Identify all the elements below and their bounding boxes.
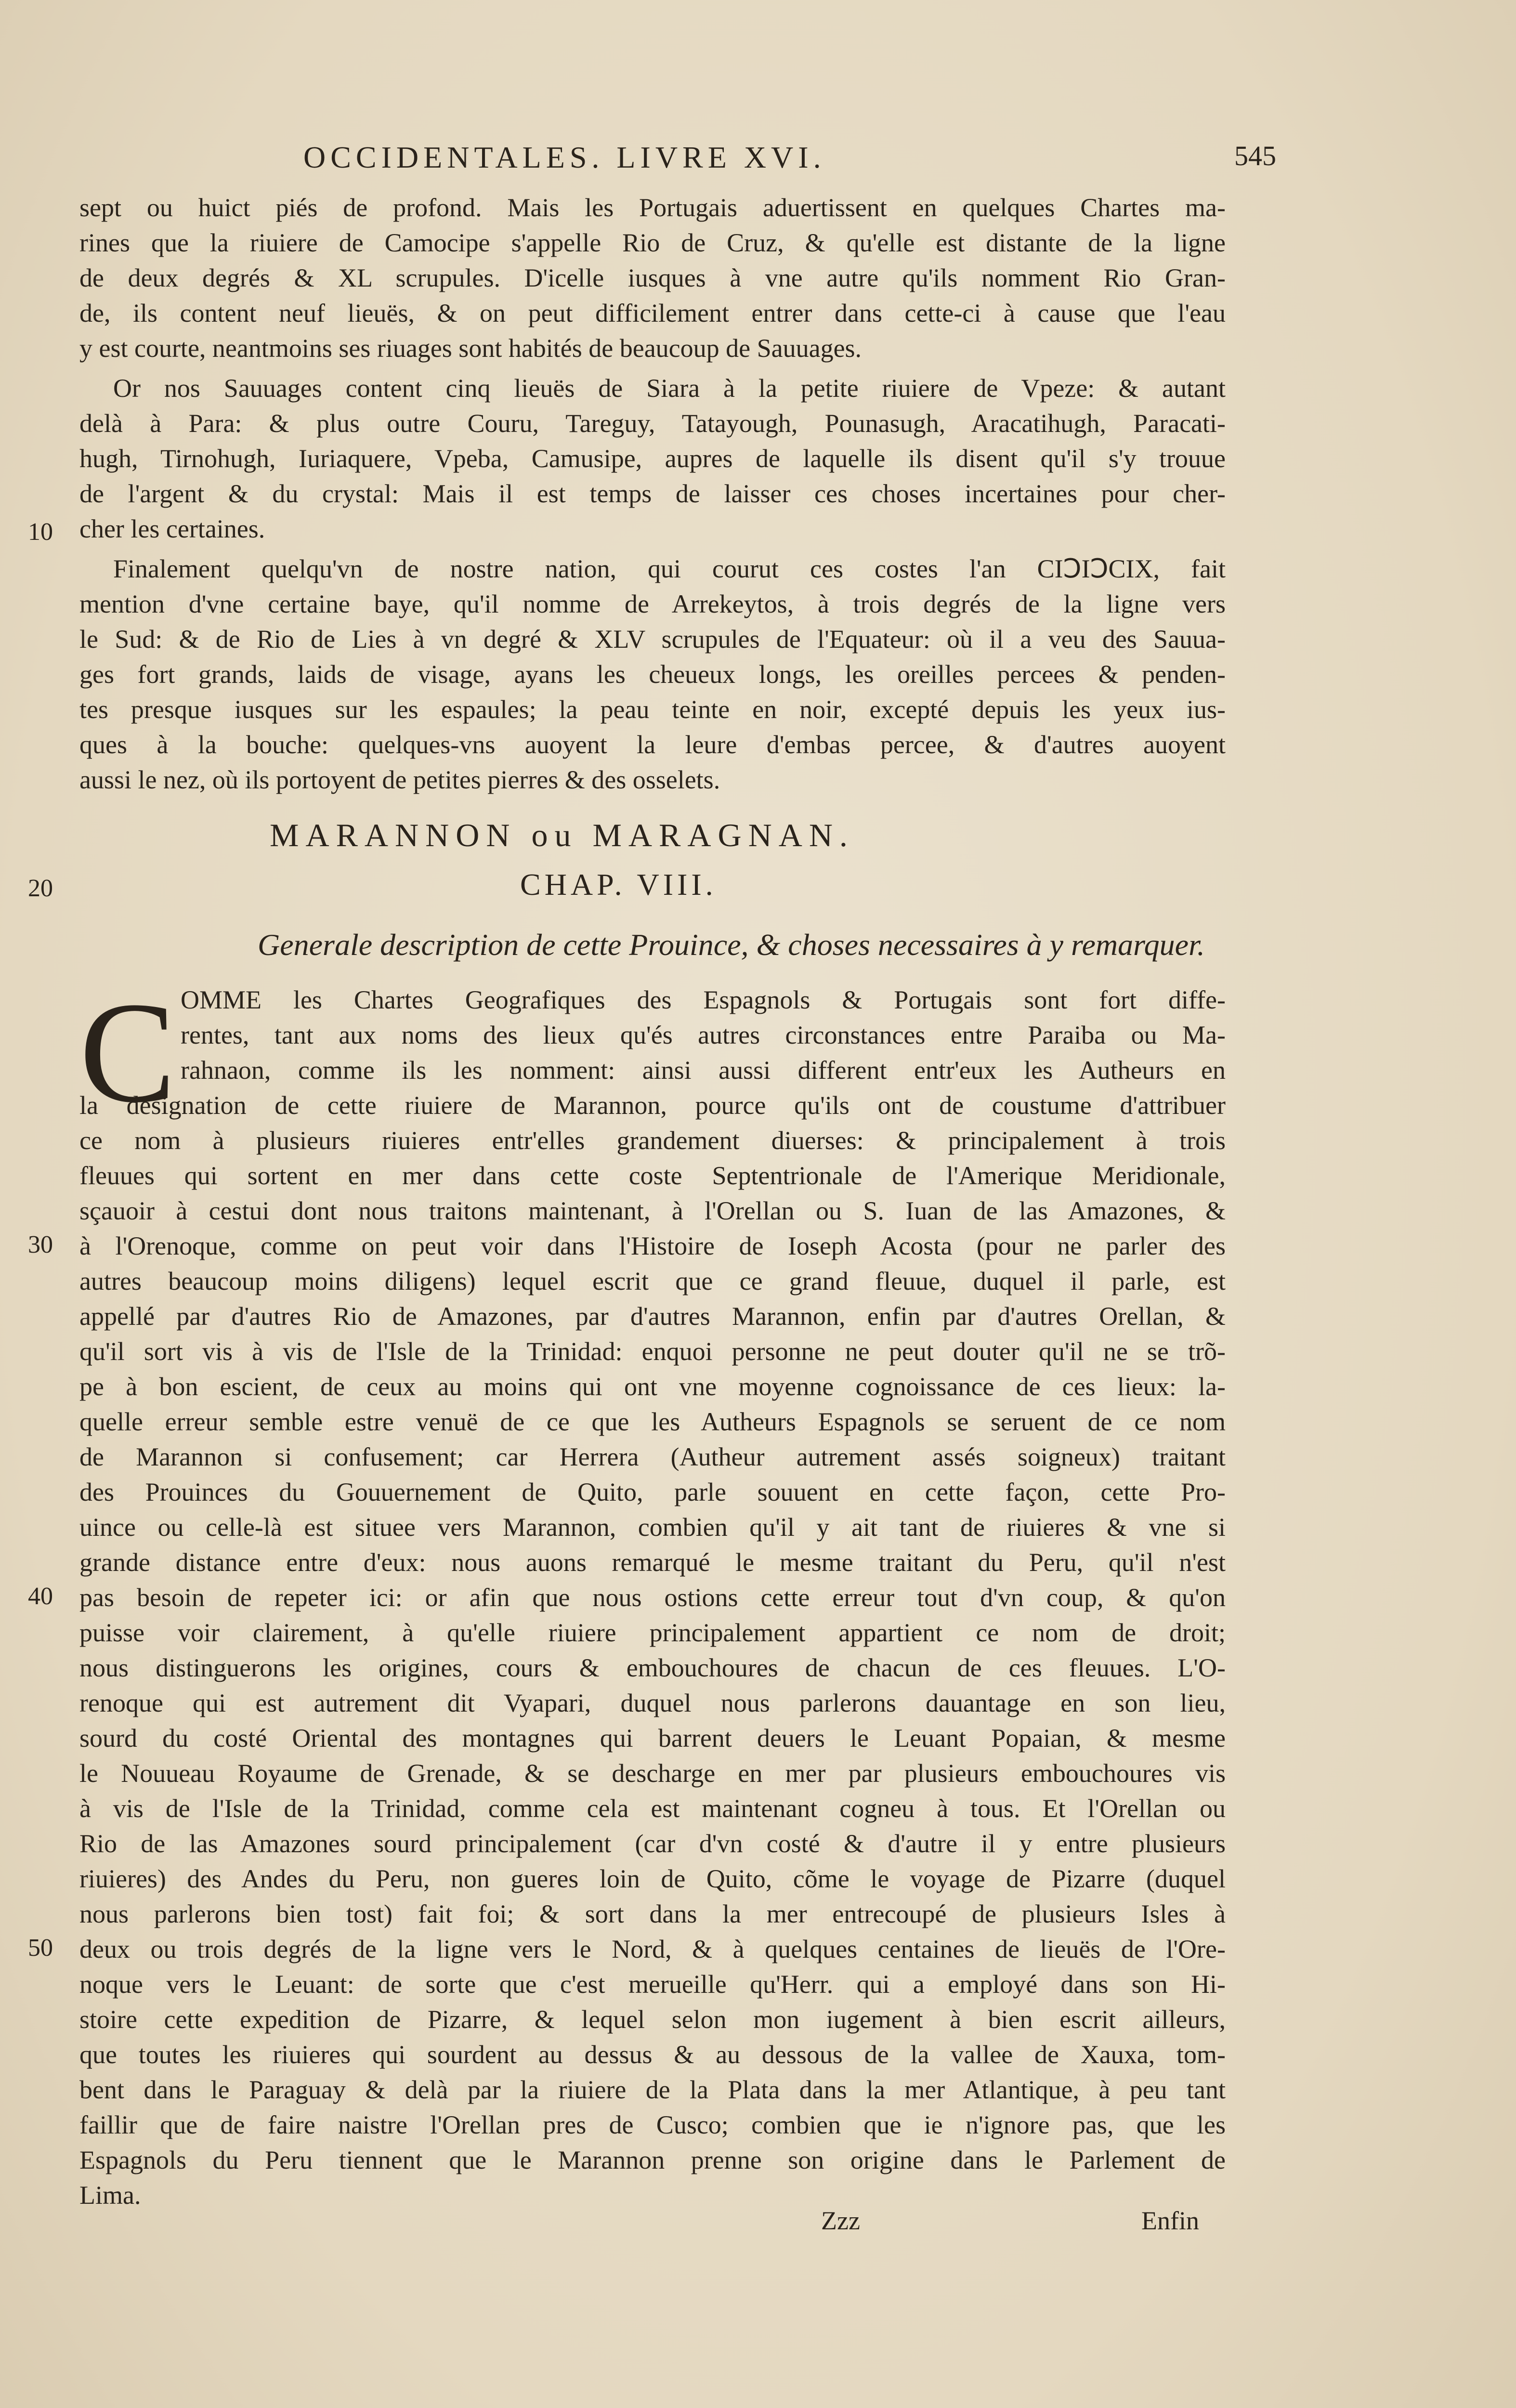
text-line: renoque qui est autrement dit Vyapari, duquel nous parlerons dauantage en son lieu, [79,1688,1226,1717]
text-line: ques à la bouche: quelques-vns auoyent la leure d'embas percee, & d'autres auoyent [79,730,1226,759]
text-line: ges fort grands, laids de visage, ayans les cheueux longs, les oreilles percees & penden- [79,660,1226,689]
text-line: sourd du costé Oriental des montagnes qui barrent deuers le Leuant Popaian, & mesme [79,1724,1226,1753]
catchword: Enfin [1141,2206,1199,2235]
text-line: sept ou huict piés de profond. Mais les Portugais aduertissent en quelques Chartes ma- [79,193,1226,222]
page-header [303,140,1276,188]
text-line: mention d'vne certaine baye, qu'il nomme de Arrekeytos, à trois degrés de la ligne vers [79,589,1226,618]
text-line: Finalement quelqu'vn de nostre nation, qui courut ces costes l'an CIↃIↃCIX, fait [113,554,1226,583]
text-line: de, ils content neuf lieuës, & on peut difficilement entrer dans cette-ci à cause que l'eau [79,299,1226,327]
text-line: nous distinguerons les origines, cours & embouchoures de chacun de ces fleuues. L'O- [79,1653,1226,1682]
text-line: des Prouinces du Gouuernement de Quito, parle souuent en cette façon, cette Pro- [79,1478,1226,1506]
text-line: la designation de cette riuiere de Marannon, pource qu'ils ont de coustume d'attribuer [79,1091,1226,1120]
text-line: hugh, Tirnohugh, Iuriaquere, Vpeba, Camusipe, aupres de laquelle ils disent qu'il s'y trouue [79,444,1226,473]
section-title: MARANNON ou MARAGNAN. [270,817,854,853]
text-line: le Nouueau Royaume de Grenade, & se descharge en mer par plusieurs embouchoures vis [79,1759,1226,1788]
signature-mark: Zzz [821,2206,860,2235]
text-line: bent dans le Paraguay & delà par la riuiere de la Plata dans la mer Atlantique, à peu tant [79,2075,1226,2104]
text-line: pas besoin de repeter ici: or afin que nous ostions cette erreur tout d'vn coup, & qu'on [79,1583,1226,1612]
text-line: fleuues qui sortent en mer dans cette coste Septentrionale de l'Amerique Meridionale, [79,1161,1226,1190]
text-line: appellé par d'autres Rio de Amazones, par d'autres Marannon, enfin par d'autres Orellan, & [79,1302,1226,1331]
text-line: à l'Orenoque, comme on peut voir dans l'Histoire de Ioseph Acosta (pour ne parler des [79,1231,1226,1260]
chapter-heading: CHAP. VIII. [520,867,717,902]
text-line: Lima. [79,2181,141,2210]
text-line: qu'il sort vis à vis de l'Isle de la Trinidad: enquoi personne ne peut douter qu'il ne se trõ- [79,1337,1226,1366]
text-line: OMME les Chartes Geografiques des Espagnols & Portugais sont fort diffe- [181,985,1226,1014]
text-line: le Sud: & de Rio de Lies à vn degré & XLV scrupules de l'Equateur: où il a veu des Sauua- [79,625,1226,654]
margin-line-number: 20 [28,875,53,902]
margin-line-number: 50 [28,1934,53,1962]
paragraph-1 [79,190,1226,366]
text-line: de deux degrés & XL scrupules. D'icelle iusques à vne autre qu'ils nomment Rio Gran- [79,263,1226,292]
text-line: pe à bon escient, de ceux au moins qui ont vne moyenne cognoissance de ces lieux: la- [79,1372,1226,1401]
text-line: deux ou trois degrés de la ligne vers le Nord, & à quelques centaines de lieuës de l'Ore- [79,1935,1226,1963]
text-line: rahnaon, comme ils les nomment: ainsi aussi different entr'eux les Autheurs en [181,1056,1226,1085]
text-line: riuieres) des Andes du Peru, non gueres loin de Quito, cõme le voyage de Pizarre (duquel [79,1864,1226,1893]
paragraph-3 [79,551,1226,798]
text-line: uince ou celle-là est situee vers Marannon, combien qu'il y ait tant de riuieres & vne si [79,1513,1226,1542]
text-line: grande distance entre d'eux: nous auons remarqué le mesme traitant du Peru, qu'il n'est [79,1548,1226,1577]
text-line: ce nom à plusieurs riuieres entr'elles grandement diuerses: & principalement à trois [79,1126,1226,1155]
running-head: OCCIDENTALES. LIVRE XVI. [303,140,826,174]
text-line: tes presque iusques sur les espaules; la peau teinte en noir, excepté depuis les yeux ius- [79,695,1226,724]
drop-cap: C [79,972,176,1132]
margin-line-number: 30 [28,1231,53,1258]
margin-line-number: 10 [28,518,53,546]
text-line: que toutes les riuieres qui sourdent au dessus & au dessous de la vallee de Xauxa, tom- [79,2040,1226,2069]
text-line: Espagnols du Peru tiennent que le Marannon prenne son origine dans le Parlement de [79,2146,1226,2174]
text-line: faillir que de faire naistre l'Orellan pres de Cusco; combien que ie n'ignore pas, que les [79,2110,1226,2139]
margin-line-number: 40 [28,1583,53,1610]
text-line: puisse voir clairement, à qu'elle riuiere principalement appartient ce nom de droit; [79,1618,1226,1647]
text-line: Rio de las Amazones sourd principalement (car d'vn costé & d'autre il y entre plusieurs [79,1829,1226,1858]
text-line: de l'argent & du crystal: Mais il est temps de laisser ces choses incertaines pour cher- [79,479,1226,508]
text-line: aussi le nez, où ils portoyent de petites pierres & des osselets. [79,765,720,794]
text-line: Or nos Sauuages content cinq lieuës de Siara à la petite riuiere de Vpeze: & autant [113,374,1226,403]
chapter-subtitle: Generale description de cette Prouince, & choses necessaires à y remarquer. [258,928,1205,962]
text-line: noque vers le Leuant: de sorte que c'est merueille qu'Herr. qui a employé dans son Hi- [79,1970,1226,1999]
text-line: rines que la riuiere de Camocipe s'appelle Rio de Cruz, & qu'elle est distante de la ligne [79,228,1226,257]
text-line: autres beaucoup moins diligens) lequel escrit que ce grand fleuue, duquel il parle, est [79,1267,1226,1296]
text-line: quelle erreur semble estre venuë de ce que les Autheurs Espagnols se seruent de ce nom [79,1407,1226,1436]
text-line: delà à Para: & plus outre Couru, Tareguy, Tatayough, Pounasugh, Aracatihugh, Paracati- [79,409,1226,438]
text-line: de Marannon si confusement; car Herrera (Autheur autrement assés soigneux) traitant [79,1442,1226,1471]
text-line: à vis de l'Isle de la Trinidad, comme cela est maintenant cogneu à tous. Et l'Orellan ou [79,1794,1226,1823]
text-line: sçauoir à cestui dont nous traitons maintenant, à l'Orellan ou S. Iuan de las Amazones, & [79,1196,1226,1225]
text-line: rentes, tant aux noms des lieux qu'és autres circonstances entre Paraiba ou Ma- [181,1021,1226,1049]
text-line: stoire cette expedition de Pizarre, & lequel selon mon iugement à bien escrit ailleurs, [79,2005,1226,2034]
paragraph-2 [79,371,1226,547]
chapter-body [79,972,1226,2213]
text-line: y est courte, neantmoins ses riuages sont habités de beaucoup de Sauuages. [79,334,862,363]
text-line: cher les certaines. [79,514,265,543]
text-line: nous parlerons bien tost) fait foi; & sort dans la mer entrecoupé de plusieurs Isles à [79,1899,1226,1928]
page-number: 545 [1234,140,1276,171]
